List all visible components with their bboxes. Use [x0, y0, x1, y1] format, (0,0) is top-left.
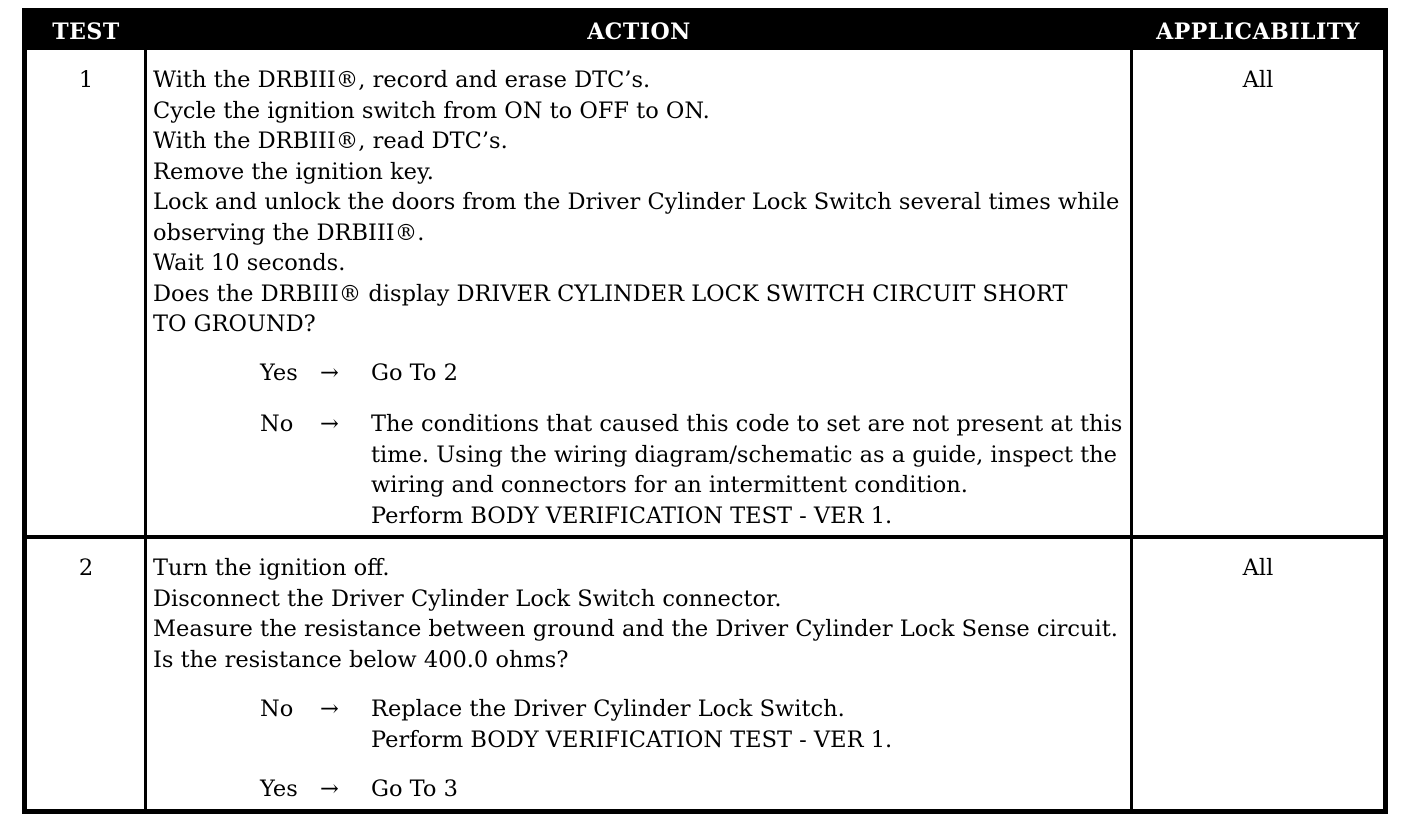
response-line: wiring and connectors for an intermittent condition. [371, 472, 968, 498]
response-line: Go To 3 [371, 776, 458, 802]
response-label: No [260, 696, 294, 722]
row-1-action [153, 65, 1127, 340]
response-label: Yes [260, 360, 298, 386]
action-line: observing the DRBIII®. [153, 219, 425, 246]
response-line: Perform BODY VERIFICATION TEST - VER 1. [371, 726, 893, 753]
action-line: Cycle the ignition switch from ON to OFF to ON. [153, 97, 710, 124]
response-line: The conditions that caused this code to set are not present at this [371, 411, 1123, 437]
action-line: Is the resistance below 400.0 ohms? [153, 646, 569, 673]
action-line: Turn the ignition off. [153, 555, 390, 581]
response-text [371, 409, 1122, 531]
response-line: time. Using the wiring diagram/schematic as a guide, inspect the [371, 441, 1117, 468]
header-action: ACTION [587, 19, 691, 45]
row-1-applicability: All [1242, 67, 1274, 93]
action-line: Disconnect the Driver Cylinder Lock Switch connector. [153, 585, 782, 612]
response-line: Replace the Driver Cylinder Lock Switch. [371, 696, 845, 722]
response-label: Yes [260, 776, 298, 802]
response-line: Go To 2 [371, 360, 458, 386]
test-procedure-table [22, 8, 1388, 814]
right-arrow-icon: → [320, 696, 339, 722]
right-arrow-icon: → [320, 776, 339, 802]
column-divider-applicability [1130, 50, 1133, 809]
action-line: With the DRBIII®, record and erase DTC’s. [153, 67, 651, 93]
response-text [371, 358, 458, 389]
response-text [371, 694, 892, 755]
action-line: With the DRBIII®, read DTC’s. [153, 128, 508, 154]
header-applicability: APPLICABILITY [1156, 19, 1360, 45]
row-2-test-number: 2 [78, 555, 94, 581]
action-line: Remove the ignition key. [153, 158, 434, 185]
header-test: TEST [52, 19, 120, 45]
column-divider-test [144, 50, 147, 809]
response-text [371, 774, 458, 805]
right-arrow-icon: → [320, 411, 339, 437]
action-line: TO GROUND? [153, 311, 316, 337]
action-line: Does the DRBIII® display DRIVER CYLINDER LOCK SWITCH CIRCUIT SHORT [153, 280, 1068, 307]
response-label: No [260, 411, 294, 437]
action-line: Lock and unlock the doors from the Driver Cylinder Lock Switch several times while [153, 189, 1120, 215]
table-header [27, 13, 1383, 50]
response-line: Perform BODY VERIFICATION TEST - VER 1. [371, 502, 893, 529]
row-2-action [153, 553, 1127, 675]
row-1-test-number: 1 [78, 67, 94, 93]
row-divider [27, 535, 1383, 539]
action-line: Wait 10 seconds. [153, 250, 346, 276]
row-2-applicability: All [1242, 555, 1274, 581]
action-line: Measure the resistance between ground and the Driver Cylinder Lock Sense circuit. [153, 616, 1118, 642]
right-arrow-icon: → [320, 360, 339, 386]
